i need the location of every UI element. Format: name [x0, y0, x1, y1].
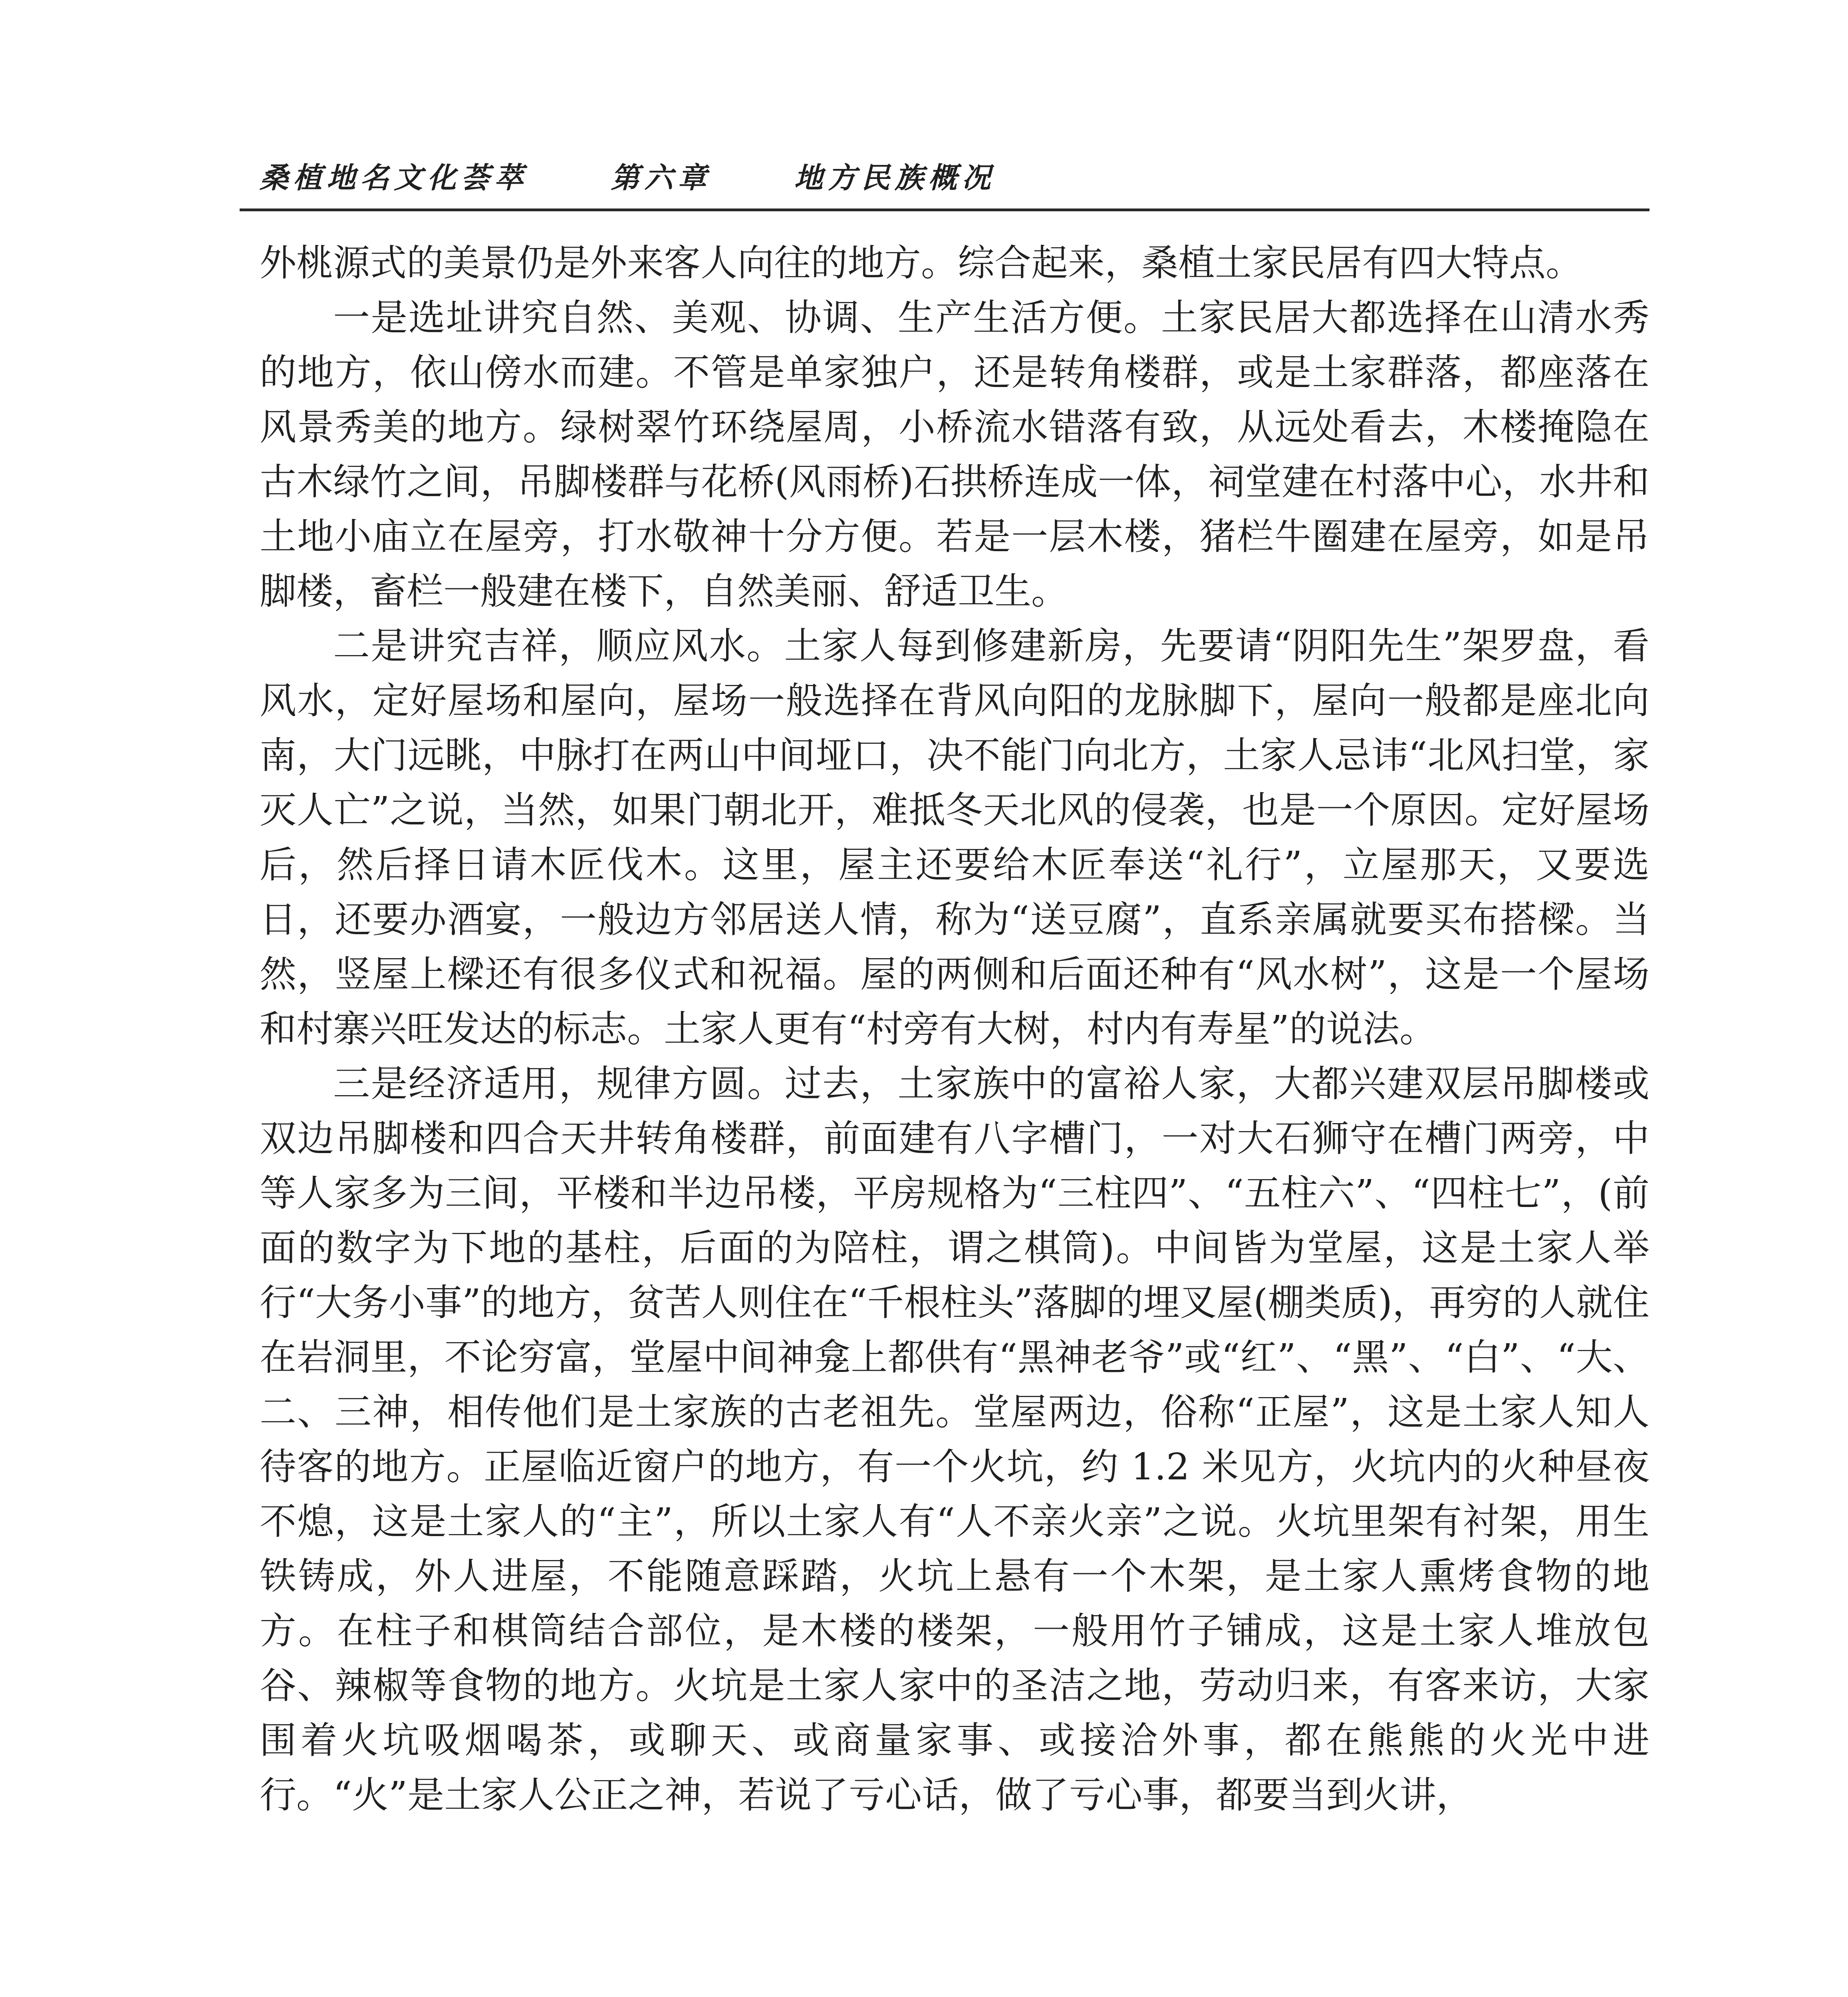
main-text [260, 236, 1650, 1822]
paragraph-fengshui: 二是讲究吉祥，顺应风水。土家人每到修建新房，先要请“阴阳先生”架罗盘，看风水，定好屋场和屋向，屋场一般选择在背风向阳的龙脉脚下，屋向一般都是座北向南，大门远眺，中脉打在两山中间垭口，决不能门向北方，土家人忌讳“北风扫堂，家灭人亡”之说，当然，如果门朝北开，难抵冬天北风的侵袭，也是一个原因。定好屋场后，然后择日请木匠伐木。这里，屋主还要给木匠奉送“礼行”，立屋那天，又要选日，还要办酒宴，一般边方邻居送人情，称为“送豆腐”，直系亲属就要买布搭樑。当然，竖屋上樑还有很多仪式和祝福。屋的两侧和后面还种有“风水树”，这是一个屋场和村寨兴旺发达的标志。土家人更有“村旁有大树，村内有寿星”的说法。 [260, 625, 1650, 1050]
paragraph-site-selection: 一是选址讲究自然、美观、协调、生产生活方便。土家民居大都选择在山清水秀的地方，依山傍水而建。不管是单家独户，还是转角楼群，或是土家群落，都座落在风景秀美的地方。绿树翠竹环绕屋周，小桥流水错落有致，从远处看去，木楼掩隐在古木绿竹之间，吊脚楼群与花桥(风雨桥)石拱桥连成一体，祠堂建在村落中心，水井和土地小庙立在屋旁，打水敬神十分方便。若是一层木楼，猪栏牛圈建在屋旁，如是吊脚楼，畜栏一般建在楼下，自然美丽、舒适卫生。 [260, 296, 1650, 613]
header-chapter-title: 地方民族概况 [794, 161, 996, 195]
header-book-title: 桑植地名文化荟萃 [260, 161, 528, 195]
running-header [260, 156, 1618, 200]
header-divider [240, 208, 1650, 211]
header-chapter-number: 第六章 [611, 161, 712, 195]
paragraph-economy: 三是经济适用，规律方圆。过去，土家族中的富裕人家，大都兴建双层吊脚楼或双边吊脚楼和四合天井转角楼群，前面建有八字槽门，一对大石狮守在槽门两旁，中等人家多为三间，平楼和半边吊楼，平房规格为“三柱四”、“五柱六”、“四柱七”，(前面的数字为下地的基柱，后面的为陪柱，谓之棋筒)。中间皆为堂屋，这是土家人举行“大务小事”的地方，贫苦人则住在“千根柱头”落脚的埋叉屋(棚类质)，再穷的人就住在岩洞里，不论穷富，堂屋中间神龛上都供有“黑神老爷”或“红”、“黑”、“白”、“大、二、三神，相传他们是土家族的古老祖先。堂屋两边，俗称“正屋”，这是土家人知人待客的地方。正屋临近窗户的地方，有一个火坑，约 1.2 米见方，火坑内的火种昼夜不熄，这是土家人的“主”，所以土家人有“人不亲火亲”之说。火坑里架有衬架，用生铁铸成，外人进屋，不能随意踩踏，火坑上悬有一个木架，是土家人熏烤食物的地方。在柱子和棋筒结合部位，是木楼的楼架，一般用竹子铺成，这是土家人堆放包谷、辣椒等食物的地方。火坑是土家人家中的圣洁之地，劳动归来，有客来访，大家围着火坑吸烟喝茶，或聊天、或商量家事、或接洽外事，都在熊熊的火光中进行。“火”是土家人公正之神，若说了亏心话，做了亏心事，都要当到火讲， [260, 1062, 1650, 1816]
paragraph-continuation: 外桃源式的美景仍是外来客人向往的地方。综合起来，桑植土家民居有四大特点。 [260, 242, 1583, 284]
